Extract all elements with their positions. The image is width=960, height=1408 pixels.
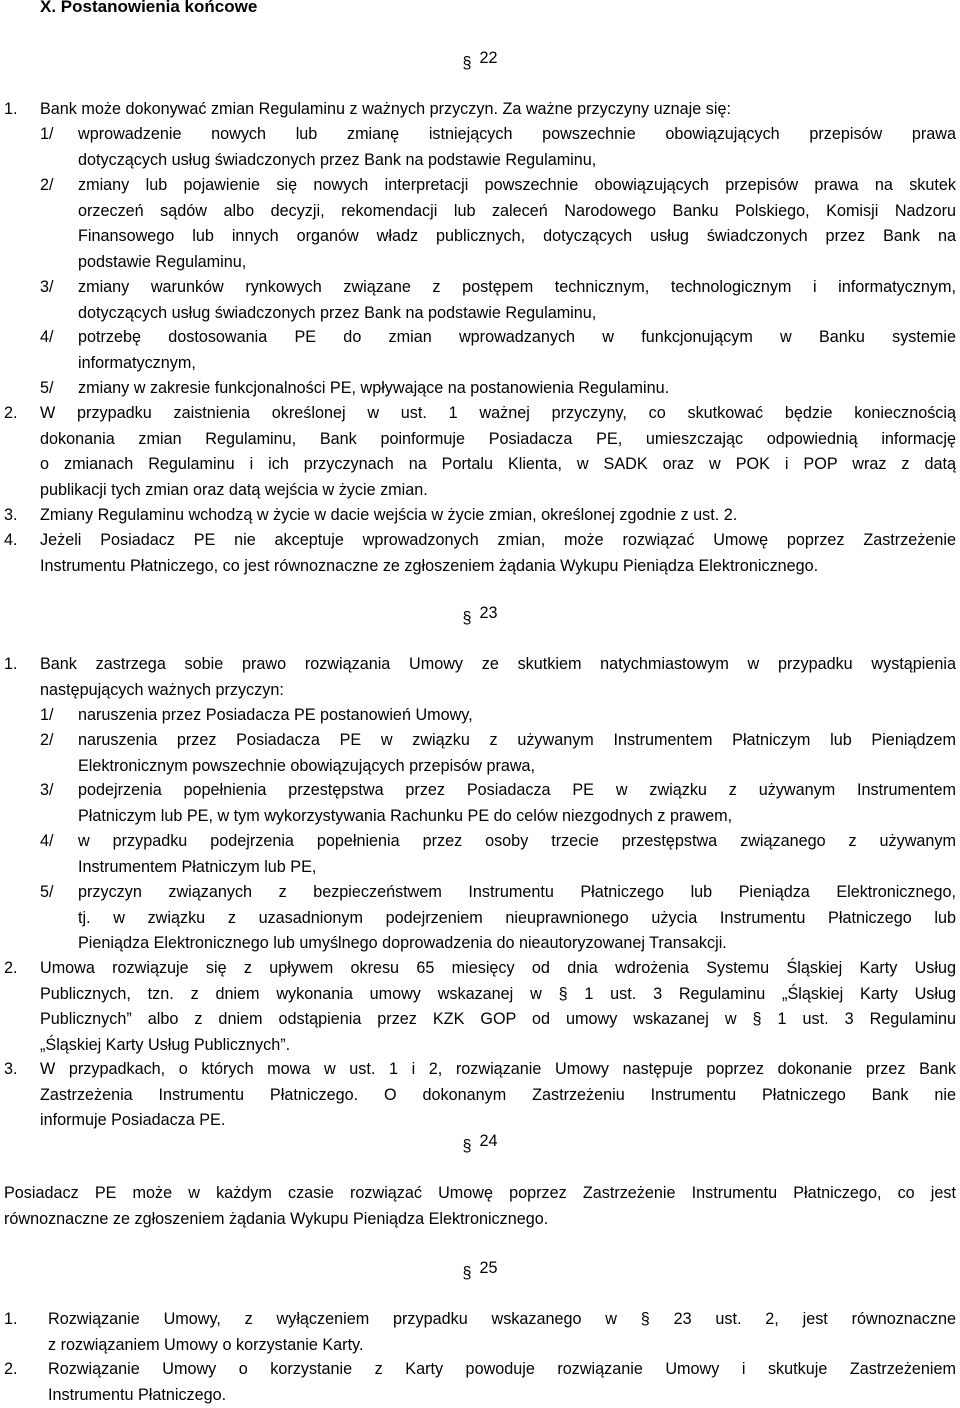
chapter-heading: X. Postanowienia końcowe: [40, 0, 258, 16]
sub-item-text: podejrzenia popełnienia przestępstwa przez Posiadacza PE w związku z używanym Instrumentem Płatniczym lub PE, w tym wykorzystywania Rachunku PE do celów niezgodnych z prawem,: [78, 781, 956, 825]
item-text: Bank zastrzega sobie prawo rozwiązania Umowy ze skutkiem natychmiastowym w przypadku wystąpienia następujących ważnych przyczyn:: [40, 655, 956, 699]
sub-item-number: 4/: [40, 832, 54, 850]
item-text: W przypadkach, o których mowa w ust. 1 i 2, rozwiązanie Umowy następuje poprzez dokonanie przez Bank Zastrzeżenia Instrumentu Płatniczego. O dokonanym Zastrzeżeniu Instrumentu Płatniczego Bank nie informuje Posiadacza PE.: [40, 1060, 956, 1130]
sub-item-number: 2/: [40, 731, 54, 749]
sub-item-text: naruszenia przez Posiadacza PE postanowień Umowy,: [78, 706, 473, 724]
sub-item-number: 2/: [40, 176, 54, 194]
item-number: 2.: [4, 404, 18, 422]
paragraph-sign: §: [462, 1264, 472, 1282]
sub-item-text: wprowadzenie nowych lub zmianę istniejących powszechnie obowiązujących przepisów prawa dotyczących usług świadczonych przez Bank na podstawie Regulaminu,: [78, 125, 956, 169]
sub-item-number: 3/: [40, 278, 54, 296]
section-number: 23: [479, 604, 498, 622]
sub-item-text: zmiany lub pojawienie się nowych interpretacji powszechnie obowiązujących przepisów prawa na skutek orzeczeń sądów albo decyzji, rekomendacji lub zaleceń Narodowego Banku Polskiego, Komisji Nadzoru Finansowego lub innych organów władz publicznych, dotyczących usług świadczonych przez Bank na podstawie Regulaminu,: [78, 176, 956, 271]
section-heading-23: [0, 603, 960, 627]
sub-item-number: 3/: [40, 781, 54, 799]
item-number: 2.: [4, 1360, 18, 1378]
item-text: Jeżeli Posiadacz PE nie akceptuje wprowadzonych zmian, może rozwiązać Umowę poprzez Zastrzeżenie Instrumentu Płatniczego, co jest równoznaczne ze zgłoszeniem żądania Wykupu Pieniądza Elektronicznego.: [40, 531, 956, 575]
paragraph-sign: §: [462, 54, 472, 72]
sub-item-number: 5/: [40, 379, 54, 397]
item-text: Zmiany Regulaminu wchodzą w życie w dacie wejścia w życie zmian, określonej zgodnie z ust. 2.: [40, 506, 738, 524]
sub-item-number: 4/: [40, 328, 54, 346]
sub-item-text: zmiany warunków rynkowych związane z postępem technicznym, technologicznym i informatycznym, dotyczących usług świadczonych przez Bank na podstawie Regulaminu,: [78, 278, 956, 322]
sub-item-text: w przypadku podejrzenia popełnienia przez osoby trzecie przestępstwa związanego z używanym Instrumentem Płatniczym lub PE,: [78, 832, 956, 876]
section-heading-24: [0, 1131, 960, 1155]
item-text: W przypadku zaistnienia określonej w ust. 1 ważnej przyczyny, co skutkować będzie koniecznością dokonania zmian Regulaminu, Bank poinformuje Posiadacza PE, umieszczając odpowiednią informację o zmianach Regulaminu i ich przyczynach na Portalu Klienta, w SADK oraz w POK i POP wraz z datą publikacji tych zmian oraz datą wejścia w życie zmian.: [40, 404, 956, 499]
paragraph-sign: §: [462, 609, 472, 627]
paragraph-sign: §: [462, 1137, 472, 1155]
section-number: 25: [479, 1259, 498, 1277]
item-number: 4.: [4, 531, 18, 549]
sub-item-text: naruszenia przez Posiadacza PE w związku z używanym Instrumentem Płatniczym lub Pieniądzem Elektronicznym powszechnie obowiązujących przepisów prawa,: [78, 731, 956, 775]
item-number: 1.: [4, 1310, 18, 1328]
section-24-text: Posiadacz PE może w każdym czasie rozwiązać Umowę poprzez Zastrzeżenie Instrumentu Płatniczego, co jest równoznaczne ze zgłoszeniem żądania Wykupu Pieniądza Elektronicznego.: [4, 1184, 956, 1228]
item-text: Bank może dokonywać zmian Regulaminu z ważnych przyczyn. Za ważne przyczyny uznaje się:: [40, 100, 731, 118]
section-heading-22: [0, 48, 960, 72]
item-number: 3.: [4, 1060, 18, 1078]
section-heading-25: [0, 1258, 960, 1282]
sub-item-number: 1/: [40, 706, 54, 724]
sub-item-text: zmiany w zakresie funkcjonalności PE, wpływające na postanowienia Regulaminu.: [78, 379, 670, 397]
section-number: 24: [479, 1132, 498, 1150]
item-number: 3.: [4, 506, 18, 524]
item-text: Umowa rozwiązuje się z upływem okresu 65 miesięcy od dnia wdrożenia Systemu Śląskiej Karty Usług Publicznych, tzn. z dniem wykonania umowy wskazanej w § 1 ust. 3 Regulaminu „Śląskiej Karty Usług Publicznych” albo z dniem odstąpienia przez KZK GOP od umowy wskazanej w § 1 ust. 3 Regulaminu „Śląskiej Karty Usług Publicznych”.: [40, 959, 956, 1054]
item-number: 1.: [4, 655, 18, 673]
sub-item-number: 1/: [40, 125, 54, 143]
section-number: 22: [479, 49, 498, 67]
item-number: 2.: [4, 959, 18, 977]
item-text: Rozwiązanie Umowy o korzystanie z Karty powoduje rozwiązanie Umowy i skutkuje Zastrzeżeniem Instrumentu Płatniczego.: [48, 1360, 956, 1404]
sub-item-number: 5/: [40, 883, 54, 901]
item-text: Rozwiązanie Umowy, z wyłączeniem przypadku wskazanego w § 23 ust. 2, jest równoznaczne z rozwiązaniem Umowy o korzystanie Karty.: [48, 1310, 956, 1354]
sub-item-text: potrzebę dostosowania PE do zmian wprowadzanych w funkcjonującym w Banku systemie informatycznym,: [78, 328, 956, 372]
item-number: 1.: [4, 100, 18, 118]
sub-item-text: przyczyn związanych z bezpieczeństwem Instrumentu Płatniczego lub Pieniądza Elektronicznego, tj. w związku z uzasadnionym podejrzeniem nieuprawnionego użycia Instrumentu Płatniczego lub Pieniądza Elektronicznego lub umyślnego doprowadzenia do nieautoryzowanej Transakcji.: [78, 883, 956, 953]
